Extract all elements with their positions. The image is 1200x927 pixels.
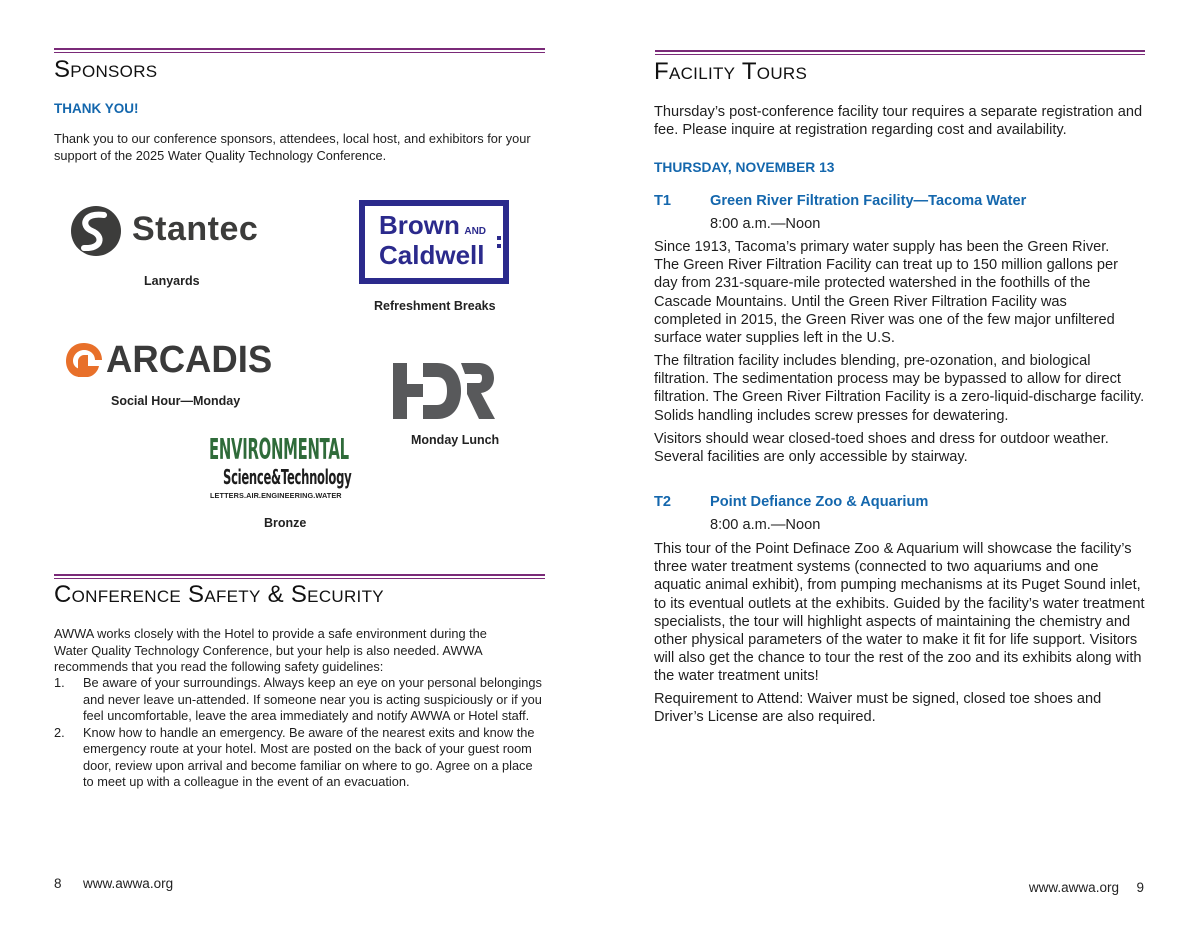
caption-monday-lunch: Monday Lunch [411,433,500,447]
arcadis-logo [64,340,284,380]
caption-refreshment-breaks: Refreshment Breaks [374,299,496,313]
tour-t2-time: 8:00 a.m.—Noon [710,517,821,533]
tours-title: Facility Tours [654,58,808,85]
sponsors-intro: Thank you to our conference sponsors, attendees, local host, and exhibitors for your support of the 2025 Water Quality Technology Conference. [54,131,531,163]
tour-t1-paragraph: Visitors should wear closed-toed shoes and dress for outdoor weather. Several facilities are only accessible by stairway. [654,431,1109,466]
tour-t2-paragraph: Requirement to Attend: Waiver must be signed, closed toe shoes and Driver’s License are also required. [654,691,1102,726]
tour-t2-heading [654,494,928,510]
tour-name: Green River Filtration Facility—Tacoma Water [710,193,1027,209]
safety-title: Conference Safety & Security [54,581,384,608]
safety-item-text: Be aware of your surroundings. Always keep an eye on your personal belongings and never leave un-attended. If someone near you is acting suspiciously or if you feel uncomfortable, leave the area immediately and notify AWWA or Hotel staff. [83,675,542,723]
sponsors-rule [54,48,545,50]
tours-rule [655,50,1145,52]
hdr-logo [393,363,495,419]
est-logo [209,434,357,504]
tour-t2-paragraph: This tour of the Point Definace Zoo & Aquarium will showcase the facility’s three water treatment systems (connected to two aquariums and one aquatic animal exhibit), from pumping mechanisms at its Puget Sound inlet, to its eventual outlets at the exhibits. Guided by the facility’s water treatment specialists, the tour will highlight aspects of maintaining the chemistry and other physical parameters of the water to make it fit for life support. Visitors will also get the chance to tour the rest of the zoo and its exhibits along with the water treatment units! [654,541,1145,685]
stantec-wordmark: Stantec [132,210,259,248]
est-environmental: ENVIRONMENTAL [209,434,349,467]
tour-t1-paragraph: Since 1913, Tacoma’s primary water supply has been the Green River. The Green River Filtration Facility can treat up to 150 million gallons per day from 231-square-mile protected watershed in the foothills of the Cascade Mountains. Until the Green River Filtration Facility was completed in 2015, the Green River was one of the few major unfiltered surface water supplies left in the U.S. [654,239,1118,347]
footer-left-url: www.awwa.org [83,876,174,891]
tour-t1-time: 8:00 a.m.—Noon [710,216,821,232]
safety-list [54,675,546,791]
safety-rule [54,574,545,576]
tour-t1-paragraph: The filtration facility includes blending, pre-ozonation, and biological filtration. The sedimentation process may be bypassed to allow for direct filtration. The Green River Filtration Facility is a zero-liquid-discharge facility. Solids handling includes screw presses for dewatering. [654,353,1145,424]
sponsors-title: Sponsors [54,56,158,83]
tour-t1-heading [654,193,1026,209]
thank-you-heading: THANK YOU! [54,101,139,116]
caption-lanyards: Lanyards [144,274,200,288]
tour-code: T1 [654,193,672,209]
bc-caldwell: Caldwell [379,240,485,270]
safety-item-number: 1. [54,675,65,690]
safety-intro: AWWA works closely with the Hotel to provide a safe environment during the Water Quality Technology Conference, but your help is also needed. AWWA recommends that you read the following safety guidelines: [54,626,487,674]
safety-item-number: 2. [54,724,65,740]
bc-brown: Brown [379,210,460,240]
stantec-logo [70,204,270,260]
safety-item [54,725,546,791]
safety-item [54,675,546,725]
footer-left [54,876,173,891]
tour-name: Point Defiance Zoo & Aquarium [710,494,929,510]
brown-caldwell-logo [359,200,509,284]
arcadis-wordmark: ARCADIS [106,339,273,381]
est-tagline: LETTERS.AIR.ENGINEERING.WATER [210,491,342,500]
bc-and: AND [464,226,487,237]
tours-intro: Thursday’s post-conference facility tour requires a separate registration and fee. Please inquire at registration regarding cost and availability. [654,104,1143,139]
footer-left-page-number: 8 [54,876,62,891]
tour-code: T2 [654,494,672,510]
footer-right-page-number: 9 [1136,880,1144,895]
caption-social-hour: Social Hour—Monday [111,394,241,408]
est-science-technology: Science&Technology [223,465,352,489]
footer-right-url: www.awwa.org [1028,880,1119,895]
caption-bronze: Bronze [264,516,307,530]
footer-right [1029,880,1144,895]
safety-item-text: Know how to handle an emergency. Be aware of the nearest exits and know the emergency route at your hotel. Most are posted on the back of your guest room door, review upon arrival and become familiar on where to go. Agree on a place to meet up with a colleague in the event of an evacuation. [83,724,535,789]
tours-date: THURSDAY, NOVEMBER 13 [654,160,835,175]
